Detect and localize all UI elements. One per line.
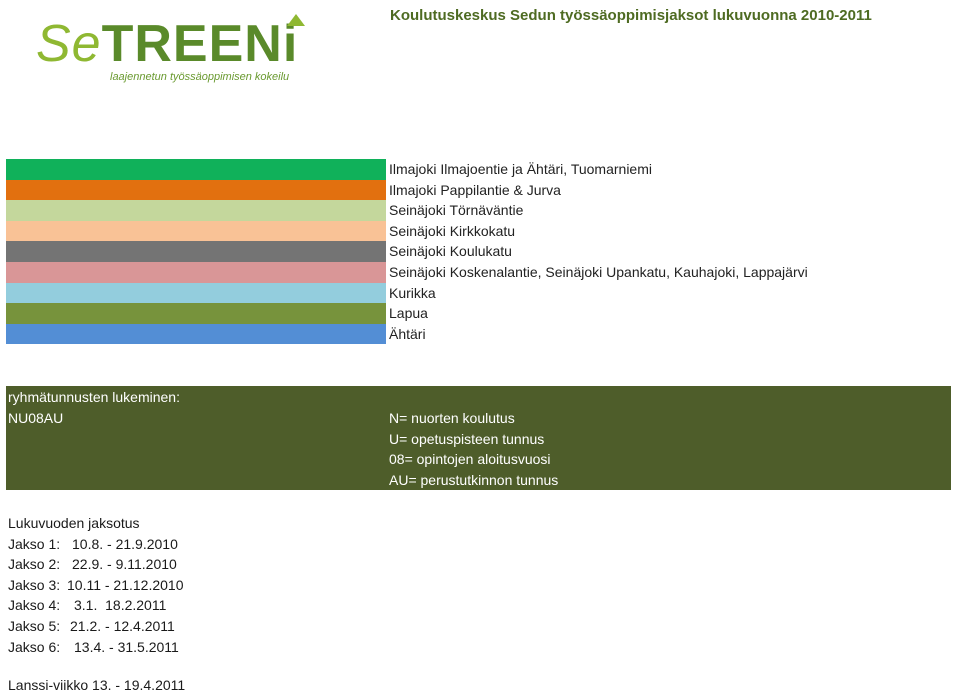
legend-swatch xyxy=(6,159,386,180)
legend-swatch xyxy=(6,200,386,221)
legend-swatch xyxy=(6,180,386,201)
legend-label: Ilmajoki Ilmajoentie ja Ähtäri, Tuomarniemi xyxy=(389,161,652,177)
logo-accent-icon xyxy=(287,14,305,26)
period-dates: 3.1. 18.2.2011 xyxy=(74,597,167,614)
period-dates: 10.11 - 21.12.2010 xyxy=(67,576,184,593)
period-dates: 22.9. - 9.11.2010 xyxy=(72,556,177,573)
lanssi-week: Lanssi-viikko 13. - 19.4.2011 xyxy=(8,677,186,693)
legend-label: Ähtäri xyxy=(389,325,426,342)
period-row xyxy=(8,595,184,616)
legend-label: Seinäjoki Koskenalantie, Seinäjoki Upankatu, Kauhajoki, Lappajärvi xyxy=(389,263,808,280)
legend-row xyxy=(6,159,652,180)
legend-swatch xyxy=(6,303,386,324)
legend-row xyxy=(6,200,566,221)
period-row xyxy=(8,616,184,637)
group-code-example: NU08AU xyxy=(8,410,64,426)
group-code-explanation: AU= perustutkinnon tunnus xyxy=(389,471,559,488)
legend-row xyxy=(6,180,566,201)
period-label: Jakso 3: xyxy=(8,576,61,593)
period-row xyxy=(8,554,184,575)
period-label: Jakso 5: xyxy=(8,617,61,634)
group-code-explanation: U= opetuspisteen tunnus xyxy=(389,430,545,447)
setreeni-logo xyxy=(36,4,304,90)
group-code-heading: ryhmätunnusten lukeminen: xyxy=(8,389,180,405)
period-dates: 13.4. - 31.5.2011 xyxy=(74,638,179,655)
logo-wordmark: SeTREENi xyxy=(36,15,299,73)
group-code-explanation: 08= opintojen aloitusvuosi xyxy=(389,451,551,467)
legend-swatch xyxy=(6,324,386,345)
period-dates: 10.8. - 21.9.2010 xyxy=(72,535,178,552)
page-title: Koulutuskeskus Sedun työssäoppimisjaksot lukuvuonna 2010-2011 xyxy=(390,7,872,24)
legend-swatch xyxy=(6,283,386,304)
legend-row xyxy=(6,221,566,242)
legend-swatch xyxy=(6,221,386,242)
legend-label: Lapua xyxy=(389,305,428,322)
period-schedule xyxy=(8,513,184,657)
group-code-explanation: N= nuorten koulutus xyxy=(389,410,515,426)
legend-label: Kurikka xyxy=(389,284,436,301)
period-heading: Lukuvuoden jaksotus xyxy=(8,515,140,531)
period-row xyxy=(8,534,184,555)
legend-row xyxy=(6,283,566,304)
legend-swatch xyxy=(6,262,386,283)
legend-label: Seinäjoki Kirkkokatu xyxy=(389,222,516,239)
legend-label: Ilmajoki Pappilantie & Jurva xyxy=(389,181,561,198)
legend-row xyxy=(6,262,808,283)
legend-row xyxy=(6,324,566,345)
legend-label: Seinäjoki Törnäväntie xyxy=(389,202,524,219)
period-label: Jakso 2: xyxy=(8,556,61,573)
period-label: Jakso 1: xyxy=(8,535,61,552)
period-row xyxy=(8,637,184,658)
location-color-legend xyxy=(6,159,808,344)
legend-row xyxy=(6,241,566,262)
period-dates: 21.2. - 12.4.2011 xyxy=(70,617,175,634)
period-label: Jakso 6: xyxy=(8,638,61,655)
period-label: Jakso 4: xyxy=(8,597,61,614)
logo-subtitle: laajennetun työssäoppimisen kokeilu xyxy=(110,71,290,83)
legend-swatch xyxy=(6,241,386,262)
legend-label: Seinäjoki Koulukatu xyxy=(389,243,512,260)
period-row xyxy=(8,575,184,596)
legend-row xyxy=(6,303,566,324)
group-code-panel xyxy=(6,386,951,490)
